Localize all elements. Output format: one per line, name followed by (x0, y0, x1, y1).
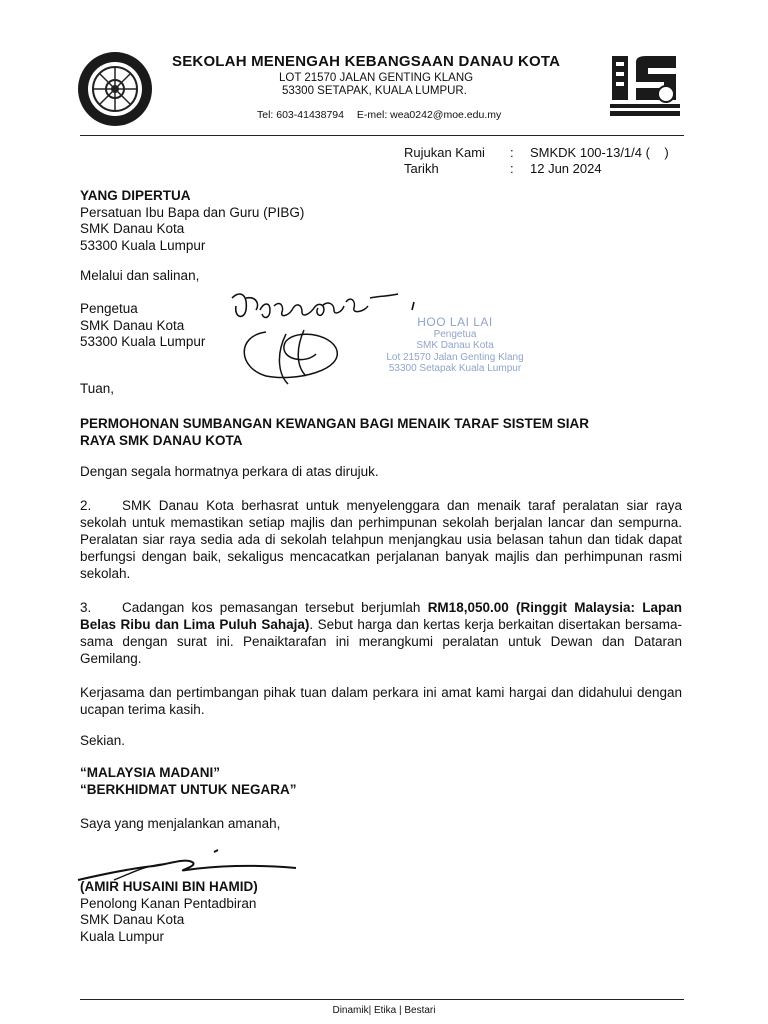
stamp-name: HOO LAI LAI (417, 315, 493, 329)
via-block (80, 301, 205, 351)
email: E-mel: wea0242@moe.edu.my (356, 109, 502, 121)
via-line-3: 53300 Kuala Lumpur (80, 334, 206, 349)
address-line-2: 53300 SETAPAK, KUALA LUMPUR. (282, 85, 467, 97)
stamp-line-2: SMK Danau Kota (416, 340, 494, 351)
recipient-line-2: SMK Danau Kota (80, 221, 185, 236)
recipient-line-3: 53300 Kuala Lumpur (80, 237, 206, 253)
header-divider (80, 135, 684, 136)
paragraph-2-text: SMK Danau Kota berhasrat untuk menyelenggara dan menaik taraf peralatan siar raya sekolah untuk memastikan setiap majlis dan perhimpunan sekolah berjalan lancar dan sempurna. Peralatan siar raya sedia ada di sekolah telahpun menjangkau usia belasan tahun dan tidak dapat berfungsi dengan baik, sekaligus mencacatkan perjalanan banyak majlis dan perhimpunan rasmi sekolah. (80, 498, 682, 581)
paragraph-3-number: 3. (80, 600, 92, 615)
salutation: Tuan, (80, 381, 115, 396)
motto-line-1: “MALAYSIA MADANI” (80, 765, 221, 780)
via-line-2: SMK Danau Kota (80, 317, 185, 333)
signatory-org: SMK Danau Kota (80, 912, 185, 927)
signatory-city: Kuala Lumpur (80, 928, 165, 944)
stamp-line-1: Pengetua (433, 328, 477, 340)
via-label: Melalui dan salinan, (80, 268, 200, 283)
reference-colon: : (510, 145, 514, 160)
school-name: SEKOLAH MENENGAH KEBANGSAAN DANAU KOTA (172, 53, 561, 70)
contact-line (257, 109, 511, 121)
reference-label: Rujukan Kami (404, 145, 485, 160)
paragraph-3 (80, 599, 682, 667)
date-colon: : (510, 161, 514, 176)
stamp-line-3: Lot 21570 Jalan Genting Klang (386, 351, 524, 363)
telephone: Tel: 603-41438794 (257, 109, 344, 121)
motto-block (80, 765, 297, 798)
cost-amount: RM18,050.00 (Ringgit Malaysia: Lapan Belas Ribu dan Lima Puluh Sahaja) (80, 600, 683, 632)
date-value: 12 Jun 2024 (530, 161, 602, 176)
paragraph-3-text-b: . Sebut harga dan kertas kerja berkaitan disertakan bersama-sama dengan surat ini. Penaiktarafan ini merangkumi peralatan untuk Dewan dan Dataran Gemilang. (80, 617, 683, 666)
ministry-logo (606, 50, 684, 122)
paragraph-1: Dengan segala hormatnya perkara di atas dirujuk. (80, 464, 379, 479)
recipient-line-1: Persatuan Ibu Bapa dan Guru (PIBG) (80, 204, 305, 220)
signatory-block (80, 879, 258, 945)
reference-row (404, 145, 669, 161)
reference-value: SMKDK 100-13/1/4 ( ) (530, 145, 669, 160)
via-line-1: Pengetua (80, 301, 138, 316)
school-crest-logo (76, 50, 154, 128)
footer-divider (80, 999, 684, 1000)
trust-line: Saya yang menjalankan amanah, (80, 816, 281, 831)
signatory-position: Penolong Kanan Pentadbiran (80, 895, 257, 911)
subject-line-1: PERMOHONAN SUMBANGAN KEWANGAN BAGI MENAIK TARAF SISTEM SIAR (80, 416, 589, 431)
subject-line-2: RAYA SMK DANAU KOTA (80, 433, 243, 448)
principal-stamp (370, 317, 540, 375)
letter-subject (80, 415, 680, 449)
recipient-block (80, 188, 304, 254)
paragraph-4: Kerjasama dan pertimbangan pihak tuan dalam perkara ini amat kami hargai dan didahului dengan ucapan terima kasih. (80, 685, 682, 717)
footer-motto: Dinamik| Etika | Bestari (332, 1005, 436, 1016)
paragraph-2 (80, 497, 682, 582)
recipient-title: YANG DIPERTUA (80, 188, 191, 203)
reference-block (404, 145, 669, 177)
address-line-1: LOT 21570 JALAN GENTING KLANG (279, 72, 474, 84)
motto-line-2: “BERKHIDMAT UNTUK NEGARA” (80, 781, 297, 797)
paragraph-2-number: 2. (80, 498, 92, 513)
date-label: Tarikh (404, 161, 439, 176)
paragraph-3-text-a: Cadangan kos pemasangan tersebut berjumlah (122, 600, 428, 615)
handwritten-note (395, 297, 402, 298)
signatory-name: (AMIR HUSAINI BIN HAMID) (80, 879, 258, 894)
closing: Sekian. (80, 733, 126, 748)
stamp-line-4: 53300 Setapak Kuala Lumpur (388, 363, 522, 374)
date-row (404, 161, 669, 177)
